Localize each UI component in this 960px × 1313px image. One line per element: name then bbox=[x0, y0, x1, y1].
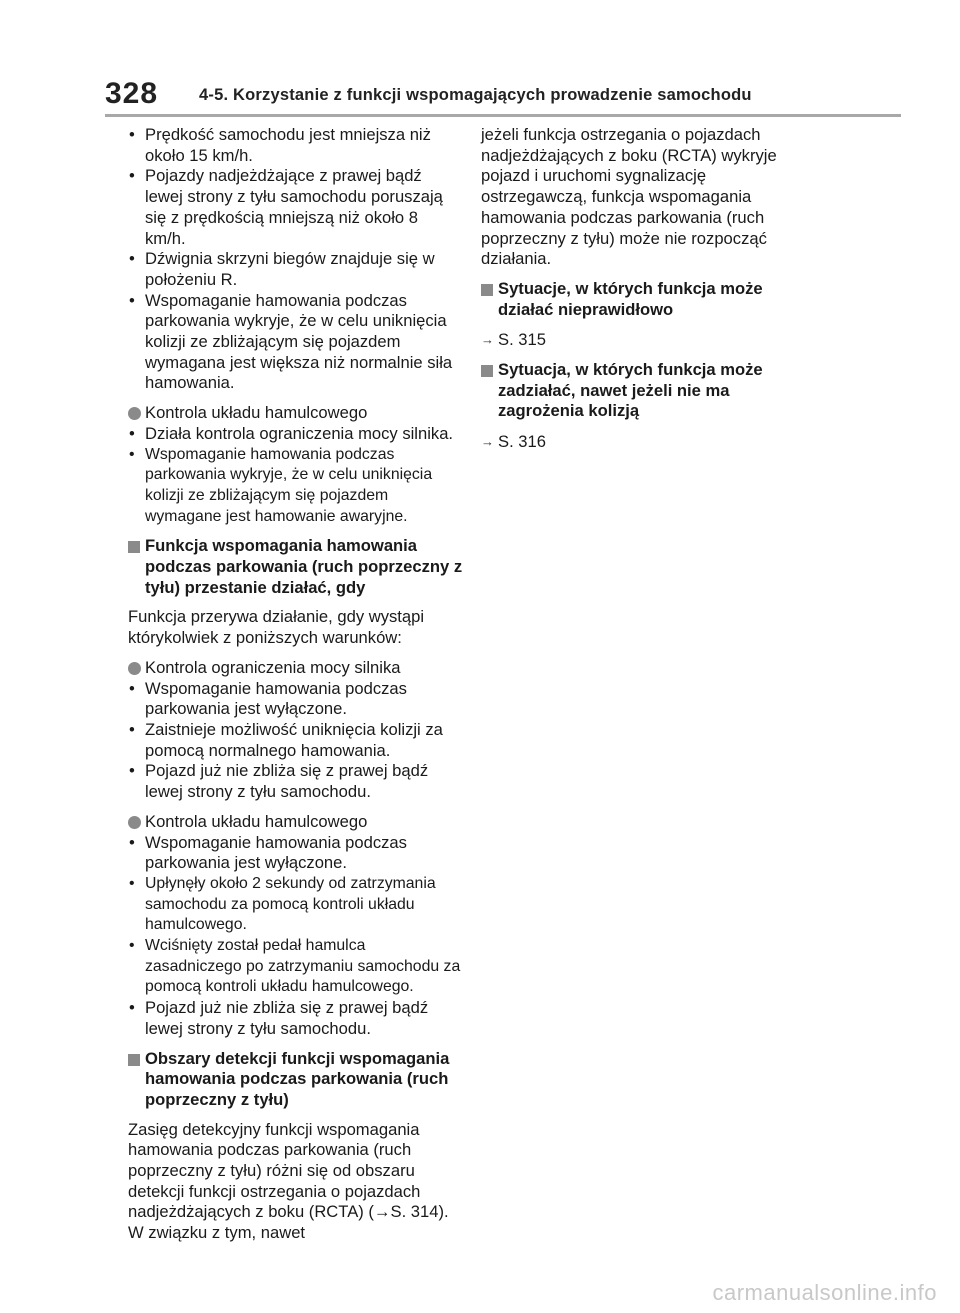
circle-bullet-icon bbox=[128, 662, 141, 675]
page-header bbox=[105, 76, 901, 116]
page-number: 328 bbox=[105, 77, 159, 110]
page-reference bbox=[481, 432, 816, 453]
square-bullet-icon bbox=[481, 284, 493, 296]
list-item: • Wspomaganie hamowania podczas parkowania wykryje, że w celu uniknięcia kolizji ze zbliżającym się pojazdem wymagana jest większa niż normalnie siła hamowania. bbox=[128, 291, 463, 395]
watermark: carmanualsonline.info bbox=[712, 1280, 937, 1305]
condition-label: Kontrola ograniczenia mocy silnika bbox=[145, 657, 401, 677]
paragraph: Zasięg detekcyjny funkcji wspomagania hamowania podczas parkowania (ruch poprzeczny z tyłu) różni się od obszaru detekcji funkcji ostrzegania o pojazdach nadjeżdżających z boku (RCTA) (→S. 314). W związku z tym, nawet bbox=[128, 1119, 449, 1243]
list-item: • Dźwignia skrzyni biegów znajduje się w położeniu R. bbox=[128, 249, 463, 290]
circle-bullet-icon bbox=[128, 816, 141, 829]
square-bullet-icon bbox=[481, 365, 493, 377]
section-heading bbox=[481, 279, 816, 320]
right-column bbox=[481, 125, 816, 453]
list-item: • Upłynęły około 2 sekundy od zatrzymania samochodu za pomocą kontroli układu hamulcowego. bbox=[128, 874, 463, 936]
arrow-right-icon: → bbox=[481, 332, 494, 348]
chapter-title: 4-5. Korzystanie z funkcji wspomagających prowadzenie samochodu bbox=[199, 86, 752, 104]
condition-heading bbox=[128, 812, 463, 833]
section-heading bbox=[128, 536, 463, 598]
page-reference-text: S. 315 bbox=[498, 330, 546, 350]
square-bullet-icon bbox=[128, 1054, 140, 1066]
list-item: • Wciśnięty został pedał hamulca zasadniczego po zatrzymaniu samochodu za pomocą kontroli układu hamulcowego. bbox=[128, 936, 463, 998]
section-heading bbox=[128, 1049, 463, 1111]
paragraph: Funkcja przerywa działanie, gdy wystąpi którykolwiek z poniższych warunków: bbox=[128, 607, 425, 648]
list-item: • Pojazdy nadjeżdżające z prawej bądź lewej strony z tyłu samochodu poruszają się z prędkością mniejszą niż około 8 km/h. bbox=[128, 166, 463, 249]
section-heading-text: Obszary detekcji funkcji wspomagania hamowania podczas parkowania (ruch poprzeczny z tyłu) bbox=[145, 1048, 450, 1109]
section-heading bbox=[481, 360, 816, 422]
page-reference bbox=[481, 330, 816, 351]
list-item: • Pojazd już nie zbliża się z prawej bądź lewej strony z tyłu samochodu. bbox=[128, 998, 463, 1039]
condition-label: Kontrola układu hamulcowego bbox=[145, 403, 368, 423]
section-heading-text: Funkcja wspomagania hamowania podczas parkowania (ruch poprzeczny z tyłu) przestanie działać, gdy bbox=[145, 536, 463, 597]
list-item: • Pojazd już nie zbliża się z prawej bądź lewej strony z tyłu samochodu. bbox=[128, 761, 463, 802]
circle-bullet-icon bbox=[128, 407, 141, 420]
square-bullet-icon bbox=[128, 541, 140, 553]
list-item: • Wspomaganie hamowania podczas parkowania jest wyłączone. bbox=[128, 679, 463, 720]
list-item: • Wspomaganie hamowania podczas parkowania jest wyłączone. bbox=[128, 833, 463, 874]
paragraph: jeżeli funkcja ostrzegania o pojazdach nadjeżdżających z boku (RCTA) wykryje pojazd i uruchomi sygnalizację ostrzegawczą, funkcja wspomagania hamowania podczas parkowania (ruch poprzeczny z tyłu) może nie rozpocząć działania. bbox=[481, 125, 777, 269]
list-item: • Prędkość samochodu jest mniejsza niż około 15 km/h. bbox=[128, 125, 463, 166]
left-column bbox=[128, 125, 463, 1244]
list-item: • Działa kontrola ograniczenia mocy silnika. bbox=[128, 424, 463, 445]
condition-heading bbox=[128, 403, 463, 424]
list-item: • Wspomaganie hamowania podczas parkowania wykryje, że w celu uniknięcia kolizji ze zbliżającym się pojazdem wymagane jest hamowanie awaryjne. bbox=[128, 445, 463, 528]
list-item: • Zaistnieje możliwość uniknięcia kolizji za pomocą normalnego hamowania. bbox=[128, 720, 463, 761]
header-divider bbox=[105, 114, 901, 117]
arrow-right-icon: → bbox=[481, 434, 494, 450]
section-heading-text: Sytuacje, w których funkcja może działać nieprawidłowo bbox=[498, 278, 763, 319]
page-reference-text: S. 316 bbox=[498, 432, 546, 452]
section-heading-text: Sytuacja, w których funkcja może zadziałać, nawet jeżeli nie ma zagrożenia kolizją bbox=[498, 360, 763, 421]
condition-label: Kontrola układu hamulcowego bbox=[145, 811, 368, 831]
condition-heading bbox=[128, 658, 463, 679]
